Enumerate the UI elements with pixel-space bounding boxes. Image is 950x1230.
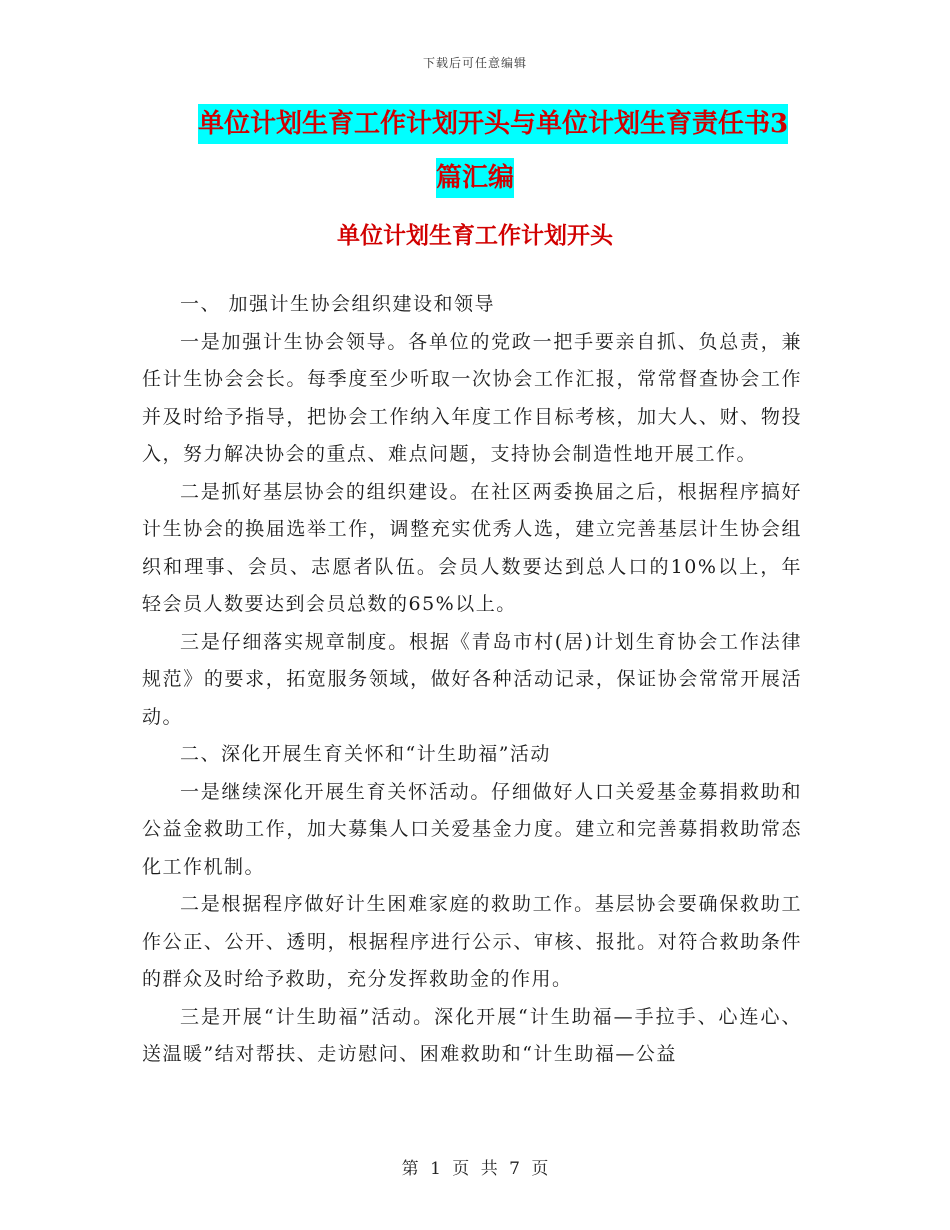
document-title <box>0 104 950 198</box>
document-title-line-1: 单位计划生育工作计划开头与单位计划生育责任书3 <box>198 104 788 144</box>
body-paragraph: 三是仔细落实规章制度。根据《青岛市村(居)计划生育协会工作法律规范》的要求，拓宽服务领域，做好各种活动记录，保证协会常常开展活动。 <box>142 630 802 728</box>
document-title-line-2: 篇汇编 <box>436 158 514 198</box>
body-paragraph: 二、深化开展生育关怀和“计生助福”活动 <box>180 743 551 765</box>
body-paragraph: 二是抓好基层协会的组织建设。在社区两委换届之后，根据程序搞好计生协会的换届选举工作，调整充实优秀人选，建立完善基层计生协会组织和理事、会员、志愿者队伍。会员人数要达到总人口的10%以上，年轻会员人数要达到会员总数的65%以上。 <box>142 480 802 615</box>
page-number-footer: 第 1 页 共 7 页 <box>401 1159 549 1179</box>
body-paragraph: 二是根据程序做好计生困难家庭的救助工作。基层协会要确保救助工作公正、公开、透明，根据程序进行公示、审核、报批。对符合救助条件的群众及时给予救助，充分发挥救助金的作用。 <box>142 893 802 990</box>
page-header-note: 下载后可任意编辑 <box>422 56 527 70</box>
section-title: 单位计划生育工作计划开头 <box>337 222 613 249</box>
document-body <box>142 286 802 1074</box>
body-paragraph: 一是加强计生协会领导。各单位的党政一把手要亲自抓、负总责，兼任计生协会会长。每季度至少听取一次协会工作汇报，常常督查协会工作并及时给予指导，把协会工作纳入年度工作目标考核，加大人、财、物投入，努力解决协会的重点、难点问题，支持协会制造性地开展工作。 <box>142 330 802 465</box>
body-paragraph: 一是继续深化开展生育关怀活动。仔细做好人口关爱基金募捐救助和公益金救助工作，加大募集人口关爱基金力度。建立和完善募捐救助常态化工作机制。 <box>142 780 802 878</box>
body-paragraph: 三是开展“计生助福”活动。深化开展“计生助福—手拉手、心连心、送温暖”结对帮扶、走访慰问、困难救助和“计生助福—公益 <box>142 1005 802 1065</box>
body-paragraph: 一、 加强计生协会组织建设和领导 <box>180 293 496 315</box>
